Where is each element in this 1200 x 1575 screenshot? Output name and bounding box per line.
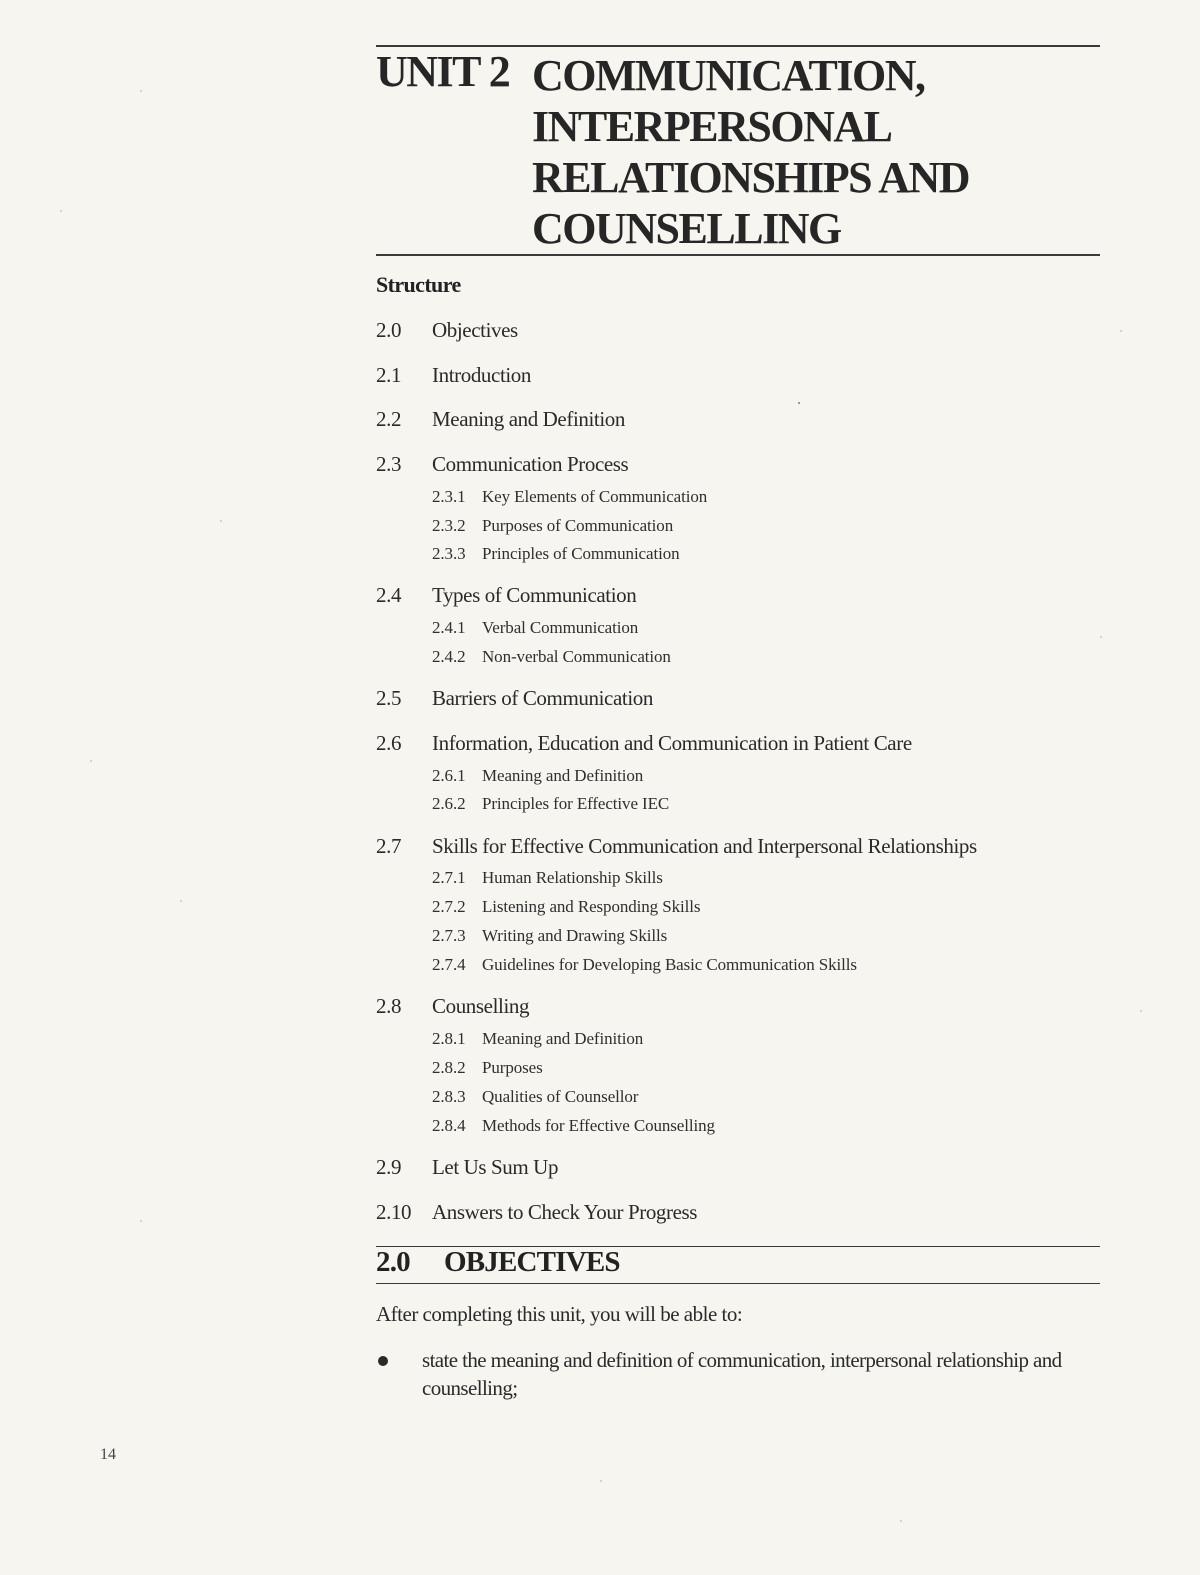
toc-number: 2.3.3 <box>432 544 466 563</box>
toc-subitem <box>432 868 663 888</box>
objective-bullet: state the meaning and definition of communication, interpersonal relationship and counselling; <box>422 1348 1062 1400</box>
toc-number: 2.1 <box>376 363 402 387</box>
scan-speck <box>600 1480 602 1482</box>
toc-number: 2.6 <box>376 731 402 755</box>
toc-subitem <box>432 544 680 564</box>
toc-number: 2.8 <box>376 994 402 1018</box>
toc-number: 2.4 <box>376 583 402 607</box>
toc-number: 2.2 <box>376 407 402 431</box>
toc-number: 2.7.1 <box>432 868 466 887</box>
objectives-number: 2.0 <box>376 1246 410 1278</box>
toc-number: 2.9 <box>376 1155 402 1179</box>
toc-subitem <box>432 1087 638 1107</box>
unit-title-line: COUNSELLING <box>532 204 841 253</box>
unit-title-line: RELATIONSHIPS AND <box>532 153 970 202</box>
toc-text: Let Us Sum Up <box>432 1155 559 1179</box>
toc-subitem <box>432 955 857 975</box>
unit-title-line: COMMUNICATION, <box>532 51 925 100</box>
toc-item <box>376 834 977 859</box>
toc-number: 2.7.4 <box>432 955 466 974</box>
toc-text: Principles for Effective IEC <box>482 794 670 813</box>
toc-subitem <box>432 1116 715 1136</box>
scan-speck <box>1120 330 1122 332</box>
scan-speck <box>140 1220 142 1222</box>
toc-item <box>376 583 636 608</box>
toc-item <box>376 686 653 711</box>
toc-item <box>376 318 518 343</box>
toc-subitem <box>432 766 643 786</box>
unit-title-line: INTERPERSONAL <box>532 102 892 151</box>
scan-speck <box>60 210 62 212</box>
toc-text: Introduction <box>432 363 532 387</box>
toc-number: 2.0 <box>376 318 402 342</box>
toc-text: Objectives <box>432 318 518 342</box>
scan-speck <box>140 90 142 92</box>
objectives-bottom-rule <box>376 1283 1100 1284</box>
title-bottom-rule <box>376 254 1100 256</box>
toc-item <box>376 994 529 1019</box>
toc-text: Human Relationship Skills <box>482 868 663 887</box>
toc-number: 2.7.2 <box>432 897 466 916</box>
toc-text: Meaning and Definition <box>482 1029 644 1048</box>
toc-subitem <box>432 897 700 917</box>
toc-number: 2.6.2 <box>432 794 466 813</box>
toc-subitem <box>432 1029 643 1049</box>
toc-text: Principles of Communication <box>482 544 680 563</box>
toc-text: Types of Communication <box>432 583 637 607</box>
toc-number: 2.3.1 <box>432 487 466 506</box>
toc-text: Non-verbal Communication <box>482 647 671 666</box>
toc-subitem <box>432 516 673 536</box>
toc-number: 2.8.3 <box>432 1087 466 1106</box>
toc-subitem <box>432 794 669 814</box>
toc-text: Counselling <box>432 994 530 1018</box>
scan-speck <box>1100 636 1102 638</box>
toc-text: Qualities of Counsellor <box>482 1087 639 1106</box>
toc-number: 2.4.2 <box>432 647 466 666</box>
toc-item <box>376 1200 697 1225</box>
toc-text: Communication Process <box>432 452 629 476</box>
toc-number: 2.8.2 <box>432 1058 466 1077</box>
toc-text: Information, Education and Communication in Patient Care <box>432 731 912 755</box>
toc-text: Methods for Effective Counselling <box>482 1116 715 1135</box>
toc-text: Purposes <box>482 1058 543 1077</box>
toc-text: Verbal Communication <box>482 618 639 637</box>
toc-subitem <box>432 647 671 667</box>
page-number: 14 <box>100 1446 116 1463</box>
toc-number: 2.10 <box>376 1200 412 1224</box>
toc-subitem <box>432 487 707 507</box>
toc-text: Meaning and Definition <box>482 766 644 785</box>
toc-text: Skills for Effective Communication and Interpersonal Relationships <box>432 834 977 858</box>
scan-speck <box>1140 1010 1142 1012</box>
toc-item <box>376 452 628 477</box>
scan-speck <box>180 900 182 902</box>
toc-number: 2.3.2 <box>432 516 466 535</box>
toc-number: 2.4.1 <box>432 618 466 637</box>
unit-title <box>532 50 1092 254</box>
structure-heading: Structure <box>376 272 461 297</box>
toc-text: Listening and Responding Skills <box>482 897 701 916</box>
scan-speck <box>220 520 222 522</box>
toc-text: Meaning and Definition <box>432 407 625 431</box>
toc-subitem <box>432 1058 543 1078</box>
scan-speck <box>900 1520 902 1522</box>
toc-text: Answers to Check Your Progress <box>432 1200 698 1224</box>
toc-number: 2.3 <box>376 452 402 476</box>
toc-number: 2.7 <box>376 834 402 858</box>
toc-text: Guidelines for Developing Basic Communication Skills <box>482 955 857 974</box>
toc-number: 2.7.3 <box>432 926 466 945</box>
bullet-icon <box>378 1356 388 1366</box>
toc-number: 2.8.1 <box>432 1029 466 1048</box>
objectives-title: OBJECTIVES <box>444 1246 620 1278</box>
unit-label: UNIT 2 <box>376 47 510 96</box>
objectives-heading <box>376 1246 620 1279</box>
toc-subitem <box>432 926 667 946</box>
scan-speck <box>798 402 800 404</box>
toc-text: Writing and Drawing Skills <box>482 926 668 945</box>
toc-number: 2.6.1 <box>432 766 466 785</box>
toc-item <box>376 407 625 432</box>
toc-subitem <box>432 618 638 638</box>
toc-text: Purposes of Communication <box>482 516 674 535</box>
toc-number: 2.8.4 <box>432 1116 466 1135</box>
objectives-intro: After completing this unit, you will be able to: <box>376 1302 743 1326</box>
scan-speck <box>90 760 92 762</box>
toc-item <box>376 731 912 756</box>
toc-item <box>376 363 531 388</box>
toc-item <box>376 1155 558 1180</box>
toc-text: Key Elements of Communication <box>482 487 708 506</box>
toc-number: 2.5 <box>376 686 402 710</box>
toc-text: Barriers of Communication <box>432 686 653 710</box>
